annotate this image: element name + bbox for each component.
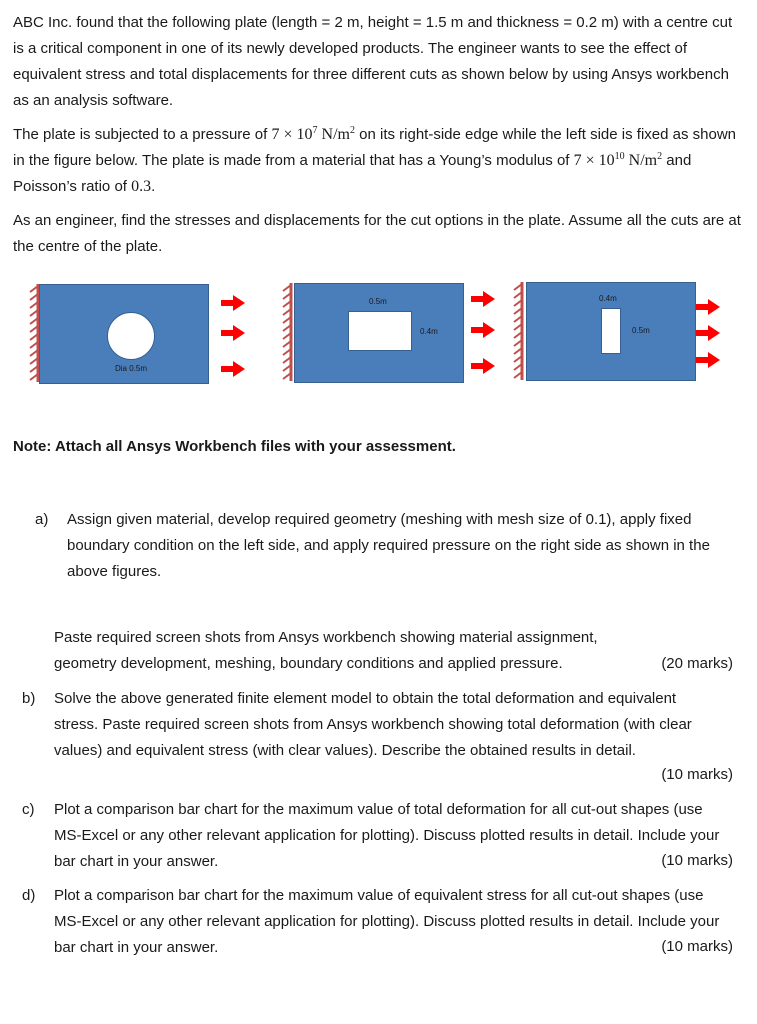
intro-paragraph-1: ABC Inc. found that the following plate (length = 2 m, height = 1.5 m and thickness = 0.2 m) with a centre cut is a critical component in one of its newly developed products. The engineer wants to see the effect of equivalent stress and total displacements for three different cuts as shown below by using Ansys workbench as an analysis software.: [13, 14, 733, 109]
intro-paragraph-3: As an engineer, find the stresses and displacements for the cut options in the plate. Assume all the cuts are at the centre of the plate.: [13, 212, 741, 255]
circular-cut: [107, 312, 155, 360]
rect-width-label: 0.5m: [369, 297, 387, 306]
question-b-text: Solve the above generated finite element model to obtain the total deformation and equivalent stress. Paste required screen shots from Ansys workbench showing total deformation (with clear values) and equivalent stress (with clear values). Describe the obtained results in detail.: [54, 690, 692, 759]
note: Note: Attach all Ansys Workbench files with your assessment.: [13, 438, 456, 455]
question-a-marks: (20 marks): [661, 655, 733, 672]
slot-width-label: 0.4m: [599, 294, 617, 303]
circle-diameter-label: Dia 0.5m: [115, 364, 148, 373]
modulus-value: $7 \times 10^{10}$ $N/m^2$: [573, 151, 663, 169]
question-d-text: Plot a comparison bar chart for the maximum value of equivalent stress for all cut-out shapes (use MS-Excel or any other relevant application for plotting). Discuss plotted results in detail. Include your bar chart in your answer.: [54, 887, 720, 956]
question-a-text-2: Paste required screen shots from Ansys workbench showing material assignment, geometry development, meshing, boundary conditions and applied pressure.: [54, 629, 598, 672]
pressure-arrows: [696, 282, 722, 382]
slot-cut: [601, 308, 621, 354]
rect-height-label: 0.4m: [420, 327, 438, 336]
question-b-label: b): [22, 690, 36, 707]
rectangular-cut: [348, 311, 412, 351]
question-b-marks: (10 marks): [661, 766, 733, 783]
figure-circle-cut: [28, 284, 253, 384]
fixed-support-hatch: [512, 282, 526, 380]
figure-rectangle-cut: [281, 283, 496, 383]
question-d-marks: (10 marks): [661, 938, 733, 955]
question-d-label: d): [22, 887, 36, 904]
pressure-arrows: [221, 284, 247, 384]
fixed-support-hatch: [281, 283, 295, 381]
question-c-marks: (10 marks): [661, 852, 733, 869]
figure-slot-cut: [512, 282, 724, 382]
slot-height-label: 0.5m: [632, 326, 650, 335]
question-c-text: Plot a comparison bar chart for the maximum value of total deformation for all cut-out shapes (use MS-Excel or any other relevant application for plotting). Discuss plotted results in detail. Include your bar chart in your answer.: [54, 801, 720, 870]
question-a-label: a): [35, 511, 49, 528]
intro-paragraph-2: The plate is subjected to a pressure of $7 \times 10^7$ $N/m^2$ on its right-side edge while the left side is fixed as shown in the figure below. The plate is made from a material that has a Young’s modulus of $7 \times 10^{10}$ $N/m^2$ and Poisson’s ratio of 0.3.: [13, 125, 737, 195]
question-c-label: c): [22, 801, 35, 818]
pressure-value: $7 \times 10^7$ $N/m^2$: [271, 125, 355, 143]
pressure-arrows: [471, 283, 497, 383]
question-a-text: Assign given material, develop required geometry (meshing with mesh size of 0.1), apply fixed boundary condition on the left side, and apply required pressure on the right side as shown in the above figures.: [67, 511, 710, 580]
